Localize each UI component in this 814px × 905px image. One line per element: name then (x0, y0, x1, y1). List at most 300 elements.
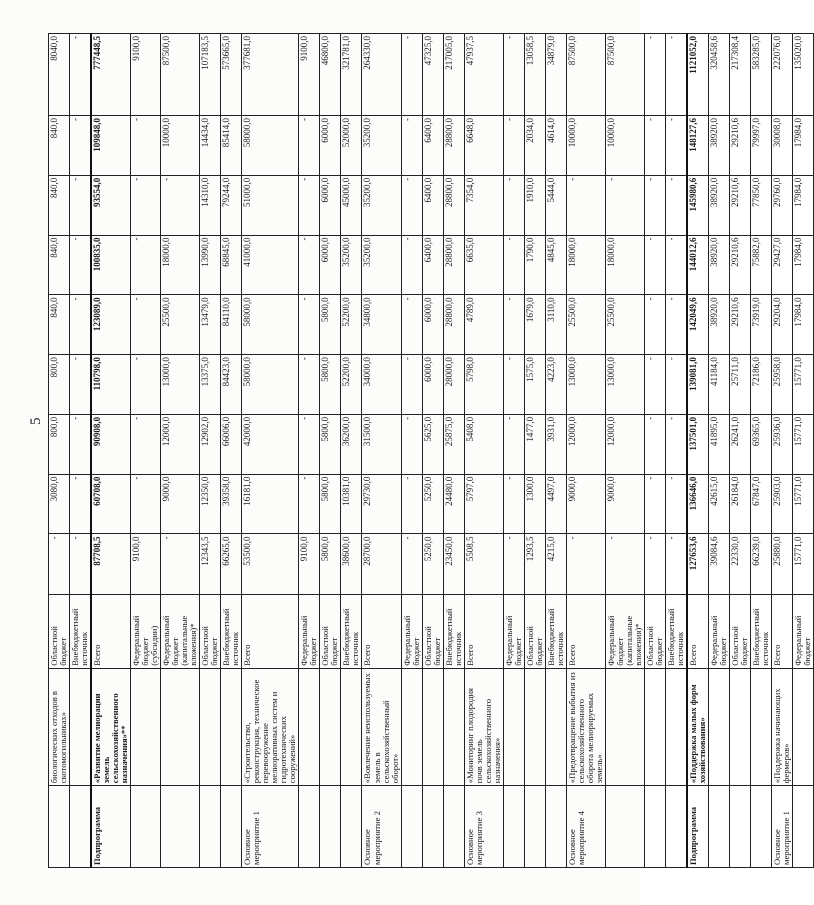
value-cell: 25875,0 (443, 414, 464, 474)
table-row (665, 34, 687, 868)
value-cell: 66265,0 (221, 534, 242, 595)
value-cell: 38600,0 (341, 534, 362, 595)
value-cell: 13990,0 (200, 235, 221, 295)
value-cell: 5800,0 (320, 355, 341, 415)
row-title-cell (422, 668, 443, 785)
value-cell: 23450,0 (443, 534, 464, 595)
row-category-cell (422, 786, 443, 868)
value-cell: - (401, 34, 422, 116)
funding-source-cell: Областной бюджет (730, 595, 751, 668)
value-cell: 6000,0 (422, 355, 443, 415)
value-cell: 39084,6 (709, 534, 730, 595)
value-cell: 840,0 (49, 175, 70, 235)
row-title-cell (401, 668, 422, 785)
value-cell: - (131, 295, 161, 355)
funding-source-cell: Внебюджетный источник (751, 595, 772, 668)
value-cell: 26184,0 (730, 474, 751, 534)
value-cell: 25500,0 (605, 295, 644, 355)
row-title-cell (665, 668, 687, 785)
value-cell: 22330,0 (730, 534, 751, 595)
value-cell: 25500,0 (566, 295, 605, 355)
value-cell: 34000,0 (362, 355, 401, 415)
value-cell: - (299, 355, 320, 415)
value-cell: 51000,0 (242, 175, 299, 235)
table-row (751, 34, 772, 868)
value-cell: 1121052,0 (687, 34, 709, 116)
value-cell: 58000,0 (242, 355, 299, 415)
row-category-cell (221, 786, 242, 868)
value-cell: 142049,6 (687, 295, 709, 355)
value-cell: - (70, 115, 92, 175)
value-cell: 10000,0 (605, 115, 644, 175)
value-cell: 53500,0 (242, 534, 299, 595)
value-cell: 24480,0 (443, 474, 464, 534)
value-cell: 15771,0 (793, 474, 814, 534)
value-cell: 4497,0 (545, 474, 566, 534)
value-cell: 87500,0 (566, 34, 605, 116)
value-cell: 35200,0 (362, 115, 401, 175)
value-cell: 67847,0 (751, 474, 772, 534)
value-cell: - (70, 355, 92, 415)
value-cell: - (299, 295, 320, 355)
value-cell: 79244,0 (221, 175, 242, 235)
value-cell: 38920,0 (709, 235, 730, 295)
table-row (524, 34, 545, 868)
value-cell: 18000,0 (566, 235, 605, 295)
value-cell: 14434,0 (200, 115, 221, 175)
value-cell: 5408,0 (464, 414, 503, 474)
value-cell: 29210,6 (730, 235, 751, 295)
value-cell: 28800,0 (443, 235, 464, 295)
row-title-cell (320, 668, 341, 785)
value-cell: 38920,0 (709, 175, 730, 235)
table-row (730, 34, 751, 868)
value-cell: 320458,6 (709, 34, 730, 116)
row-title-cell: «Вовлечение неиспользуемых земель в сельскохозяйственный оборот» (362, 668, 401, 785)
funding-source-cell: Областной бюджет (49, 595, 70, 668)
value-cell: 135020,0 (793, 34, 814, 116)
row-category-cell (443, 786, 464, 868)
value-cell: 12000,0 (605, 414, 644, 474)
value-cell: 12902,0 (200, 414, 221, 474)
value-cell: 5444,0 (545, 175, 566, 235)
value-cell: - (503, 534, 524, 595)
value-cell: - (299, 474, 320, 534)
table-row (131, 34, 161, 868)
value-cell: 145980,6 (687, 175, 709, 235)
value-cell: 573665,0 (221, 34, 242, 116)
funding-source-cell: Всего (464, 595, 503, 668)
value-cell: - (644, 355, 665, 415)
value-cell: 52200,0 (341, 355, 362, 415)
value-cell: 17984,0 (793, 235, 814, 295)
funding-source-cell: Всего (242, 595, 299, 668)
value-cell: - (665, 175, 687, 235)
row-title-cell (524, 668, 545, 785)
funding-source-cell: Областной бюджет (320, 595, 341, 668)
row-title-cell (200, 668, 221, 785)
value-cell: 34800,0 (362, 295, 401, 355)
row-title-cell (131, 668, 161, 785)
table-row (299, 34, 320, 868)
table-row (793, 34, 814, 868)
value-cell: 6000,0 (320, 235, 341, 295)
value-cell: 7354,0 (464, 175, 503, 235)
value-cell: 10000,0 (566, 115, 605, 175)
row-title-cell (161, 668, 200, 785)
value-cell: 4789,0 (464, 295, 503, 355)
value-cell: - (665, 295, 687, 355)
row-category-cell (503, 786, 524, 868)
value-cell: 5508,5 (464, 534, 503, 595)
value-cell: 217308,4 (730, 34, 751, 116)
value-cell: 1300,0 (524, 474, 545, 534)
table-row (161, 34, 200, 868)
value-cell: - (131, 474, 161, 534)
table-row (772, 34, 793, 868)
value-cell: 10000,0 (161, 115, 200, 175)
row-category-cell: Подпрограмма (91, 786, 131, 868)
value-cell: 840,0 (49, 235, 70, 295)
row-title-cell (793, 668, 814, 785)
value-cell: 5797,0 (464, 474, 503, 534)
table-row (200, 34, 221, 868)
value-cell: 42615,0 (709, 474, 730, 534)
value-cell: - (131, 235, 161, 295)
value-cell: 85414,0 (221, 115, 242, 175)
funding-source-cell: Всего (362, 595, 401, 668)
value-cell: 137501,0 (687, 414, 709, 474)
value-cell: 13375,0 (200, 355, 221, 415)
funding-source-cell: Федеральный бюджет (299, 595, 320, 668)
table-row (49, 34, 70, 868)
row-title-cell (299, 668, 320, 785)
funding-source-cell: Областной бюджет (524, 595, 545, 668)
value-cell: 12000,0 (161, 414, 200, 474)
value-cell: 222076,0 (772, 34, 793, 116)
value-cell: 35200,0 (362, 235, 401, 295)
value-cell: 15771,0 (793, 414, 814, 474)
row-category-cell: Основное мероприятие 3 (464, 786, 503, 868)
value-cell: 35200,0 (341, 235, 362, 295)
value-cell: 8040,0 (49, 34, 70, 116)
value-cell: 100835,0 (91, 235, 131, 295)
value-cell: 87500,0 (605, 34, 644, 116)
value-cell: - (665, 355, 687, 415)
value-cell: 38920,0 (709, 295, 730, 355)
table-row (341, 34, 362, 868)
value-cell: - (605, 534, 644, 595)
row-category-cell (545, 786, 566, 868)
value-cell: 17984,0 (793, 115, 814, 175)
row-title-cell: «Развитие мелиорации земель сельскохозяйственного назначения»** (91, 668, 131, 785)
table-row (221, 34, 242, 868)
value-cell: - (401, 295, 422, 355)
value-cell: - (644, 295, 665, 355)
value-cell: 5800,0 (320, 474, 341, 534)
row-title-cell (709, 668, 730, 785)
row-category-cell (161, 786, 200, 868)
value-cell: 123089,0 (91, 295, 131, 355)
row-category-cell: Основное мероприятие 4 (566, 786, 605, 868)
value-cell: 377681,0 (242, 34, 299, 116)
table-body (49, 34, 814, 868)
table-row (464, 34, 503, 868)
value-cell: 13000,0 (605, 355, 644, 415)
value-cell: - (49, 534, 70, 595)
value-cell: 29427,0 (772, 235, 793, 295)
value-cell: 6400,0 (422, 175, 443, 235)
row-title-cell (443, 668, 464, 785)
value-cell: 66239,0 (751, 534, 772, 595)
value-cell: 75882,0 (751, 235, 772, 295)
value-cell: 1910,0 (524, 175, 545, 235)
funding-source-cell: Областной бюджет (200, 595, 221, 668)
value-cell: 13000,0 (566, 355, 605, 415)
value-cell: - (644, 34, 665, 116)
row-title-cell (503, 668, 524, 785)
value-cell: - (401, 175, 422, 235)
value-cell: 1575,0 (524, 355, 545, 415)
value-cell: 13058,5 (524, 34, 545, 116)
table-row (362, 34, 401, 868)
value-cell: - (503, 295, 524, 355)
value-cell: 840,0 (49, 295, 70, 355)
value-cell: 84110,0 (221, 295, 242, 355)
row-category-cell (709, 786, 730, 868)
row-title-cell: «Строительство, реконструкция, техническое перевооружение мелиоративных систем и гидротехнических сооружений» (242, 668, 299, 785)
funding-source-cell: Федеральный бюджет (субсидии) (131, 595, 161, 668)
value-cell: 35200,0 (362, 175, 401, 235)
value-cell: 5250,0 (422, 534, 443, 595)
value-cell: - (401, 115, 422, 175)
value-cell: - (401, 355, 422, 415)
table-row (443, 34, 464, 868)
value-cell: - (131, 414, 161, 474)
value-cell: 39358,0 (221, 474, 242, 534)
value-cell: 6000,0 (320, 115, 341, 175)
value-cell: - (161, 175, 200, 235)
value-cell: - (503, 414, 524, 474)
row-category-cell: Подпрограмма (687, 786, 709, 868)
value-cell: 25500,0 (161, 295, 200, 355)
value-cell: 9000,0 (161, 474, 200, 534)
value-cell: 5250,0 (422, 474, 443, 534)
value-cell: 148127,6 (687, 115, 709, 175)
value-cell: - (70, 235, 92, 295)
value-cell: 14310,0 (200, 175, 221, 235)
value-cell: 18000,0 (605, 235, 644, 295)
value-cell: 840,0 (49, 115, 70, 175)
value-cell: 12350,0 (200, 474, 221, 534)
table-row (644, 34, 665, 868)
value-cell: - (70, 534, 92, 595)
value-cell: 73919,0 (751, 295, 772, 355)
value-cell: 17984,0 (793, 175, 814, 235)
value-cell: - (665, 534, 687, 595)
value-cell: - (70, 414, 92, 474)
value-cell: 6635,0 (464, 235, 503, 295)
value-cell: - (644, 474, 665, 534)
row-title-cell (545, 668, 566, 785)
value-cell: 5800,0 (320, 534, 341, 595)
row-title-cell (730, 668, 751, 785)
value-cell: - (131, 355, 161, 415)
value-cell: 1679,0 (524, 295, 545, 355)
value-cell: 583285,0 (751, 34, 772, 116)
value-cell: 28000,0 (443, 355, 464, 415)
value-cell: 87708,5 (91, 534, 131, 595)
value-cell: 28800,0 (443, 115, 464, 175)
value-cell: 136646,0 (687, 474, 709, 534)
value-cell: 47325,0 (422, 34, 443, 116)
table-row (566, 34, 605, 868)
table-row (687, 34, 709, 868)
value-cell: - (299, 235, 320, 295)
value-cell: 1293,5 (524, 534, 545, 595)
row-category-cell (793, 786, 814, 868)
value-cell: - (70, 295, 92, 355)
funding-source-cell: Всего (687, 595, 709, 668)
row-title-cell: «Поддержка начинающих фермеров» (772, 668, 793, 785)
value-cell: - (665, 474, 687, 534)
row-category-cell (341, 786, 362, 868)
value-cell: 5625,0 (422, 414, 443, 474)
row-category-cell (644, 786, 665, 868)
value-cell: - (401, 414, 422, 474)
value-cell: 36200,0 (341, 414, 362, 474)
table-row (320, 34, 341, 868)
value-cell: 29210,6 (730, 295, 751, 355)
funding-source-cell: Внебюджетный источник (221, 595, 242, 668)
value-cell: 217005,0 (443, 34, 464, 116)
value-cell: 47937,5 (464, 34, 503, 116)
row-title-cell (605, 668, 644, 785)
value-cell: 41000,0 (242, 235, 299, 295)
value-cell: 3080,0 (49, 474, 70, 534)
value-cell: 29204,0 (772, 295, 793, 355)
value-cell: 52200,0 (341, 295, 362, 355)
value-cell: - (131, 115, 161, 175)
row-category-cell (200, 786, 221, 868)
value-cell: 18000,0 (161, 235, 200, 295)
value-cell: 5800,0 (320, 414, 341, 474)
table-row (503, 34, 524, 868)
row-category-cell (49, 786, 70, 868)
funding-source-cell: Внебюджетный источник (665, 595, 687, 668)
value-cell: 41895,0 (709, 414, 730, 474)
funding-source-cell: Внебюджетный источник (443, 595, 464, 668)
funding-source-cell: Областной бюджет (644, 595, 665, 668)
value-cell: - (665, 115, 687, 175)
funding-source-cell: Всего (91, 595, 131, 668)
value-cell: 9000,0 (605, 474, 644, 534)
value-cell: 10381,0 (341, 474, 362, 534)
value-cell: 68845,0 (221, 235, 242, 295)
funding-source-cell: Федеральный бюджет (401, 595, 422, 668)
value-cell: 4614,0 (545, 115, 566, 175)
value-cell: - (665, 235, 687, 295)
row-title-cell (70, 668, 92, 785)
value-cell: 93554,0 (91, 175, 131, 235)
value-cell: 800,0 (49, 355, 70, 415)
value-cell: 6400,0 (422, 115, 443, 175)
row-title-cell: «Поддержка малых форм хозяйствования» (687, 668, 709, 785)
value-cell: - (70, 34, 92, 116)
row-category-cell: Основное мероприятие 1 (242, 786, 299, 868)
row-title-cell: «Мониторинг плодородия почв земель сельскохозяйственного назначения» (464, 668, 503, 785)
value-cell: 107183,5 (200, 34, 221, 116)
value-cell: - (665, 414, 687, 474)
value-cell: 321781,0 (341, 34, 362, 116)
funding-source-cell: Внебюджетный источник (545, 595, 566, 668)
value-cell: 84423,0 (221, 355, 242, 415)
table-row (709, 34, 730, 868)
value-cell: 58000,0 (242, 115, 299, 175)
value-cell: 34879,0 (545, 34, 566, 116)
value-cell: 45000,0 (341, 175, 362, 235)
value-cell: - (605, 175, 644, 235)
value-cell: 87500,0 (161, 34, 200, 116)
row-category-cell (70, 786, 92, 868)
value-cell: 12000,0 (566, 414, 605, 474)
funding-source-cell: Федеральный бюджет (709, 595, 730, 668)
value-cell: 6400,0 (422, 235, 443, 295)
value-cell: - (70, 474, 92, 534)
table-row (422, 34, 443, 868)
value-cell: 25936,0 (772, 414, 793, 474)
value-cell: 3931,0 (545, 414, 566, 474)
value-cell: 31500,0 (362, 414, 401, 474)
row-title-cell: биологических отходов в скотомогильниках» (49, 668, 70, 785)
funding-source-cell: Федеральный бюджет (капитальные вложения)* (605, 595, 644, 668)
value-cell: 77850,0 (751, 175, 772, 235)
value-cell: 29760,0 (772, 175, 793, 235)
table-row (605, 34, 644, 868)
value-cell: 28700,0 (362, 534, 401, 595)
row-title-cell (221, 668, 242, 785)
value-cell: 41184,0 (709, 355, 730, 415)
row-category-cell (401, 786, 422, 868)
row-category-cell (605, 786, 644, 868)
row-title-cell (644, 668, 665, 785)
value-cell: - (644, 235, 665, 295)
value-cell: 58000,0 (242, 295, 299, 355)
table-row (91, 34, 131, 868)
value-cell: 30008,0 (772, 115, 793, 175)
value-cell: 13000,0 (161, 355, 200, 415)
value-cell: 9100,0 (299, 34, 320, 116)
value-cell: - (503, 34, 524, 116)
value-cell: 6000,0 (320, 175, 341, 235)
value-cell: 5798,0 (464, 355, 503, 415)
value-cell: 66006,0 (221, 414, 242, 474)
value-cell: 29730,0 (362, 474, 401, 534)
row-category-cell (751, 786, 772, 868)
rotated-table-container (48, 33, 813, 868)
value-cell: 1477,0 (524, 414, 545, 474)
row-category-cell: Основное мероприятие 2 (362, 786, 401, 868)
value-cell: 3110,0 (545, 295, 566, 355)
row-category-cell (730, 786, 751, 868)
value-cell: 109848,0 (91, 115, 131, 175)
budget-table (48, 33, 814, 868)
value-cell: 90908,0 (91, 414, 131, 474)
value-cell: 72186,0 (751, 355, 772, 415)
value-cell: 139081,0 (687, 355, 709, 415)
value-cell: 28800,0 (443, 175, 464, 235)
value-cell: 144012,6 (687, 235, 709, 295)
